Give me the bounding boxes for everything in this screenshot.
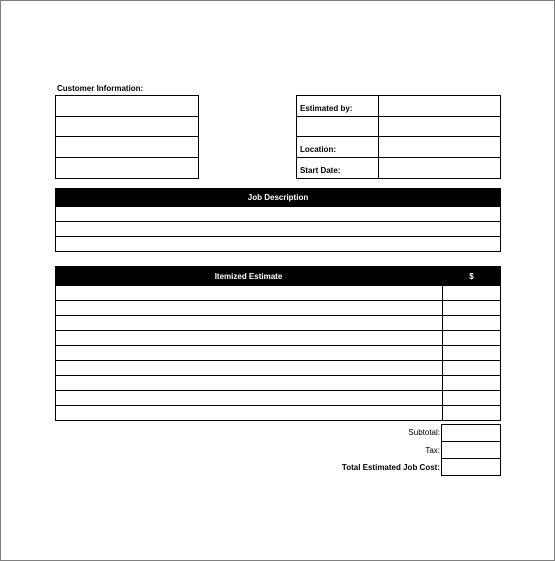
customer-information-label: Customer Information: [57, 84, 144, 93]
location-field[interactable] [379, 137, 501, 158]
totals-grid [441, 424, 501, 476]
subtotal-field[interactable] [442, 425, 501, 442]
subtotal-label: Subtotal: [408, 428, 440, 437]
location-label-cell [297, 137, 379, 158]
item-amount-2[interactable] [443, 301, 501, 316]
estimated-by-label: Estimated by: [300, 104, 353, 113]
start-date-field[interactable] [379, 158, 501, 179]
job-description-line-1[interactable] [56, 207, 501, 222]
item-description-4[interactable] [56, 331, 443, 346]
item-amount-5[interactable] [443, 346, 501, 361]
itemized-estimate-header [55, 266, 501, 286]
customer-field-2[interactable] [56, 117, 199, 137]
itemized-estimate-title: Itemized Estimate [214, 271, 283, 281]
total-estimated-job-cost-field[interactable] [442, 459, 501, 476]
start-date-label: Start Date: [300, 166, 341, 175]
job-description-line-2[interactable] [56, 222, 501, 237]
item-amount-3[interactable] [443, 316, 501, 331]
estimated-by-field[interactable] [379, 96, 501, 117]
start-date-label-cell [297, 158, 379, 179]
job-description-title: Job Description [247, 193, 309, 202]
item-amount-8[interactable] [443, 391, 501, 406]
tax-field[interactable] [442, 442, 501, 459]
item-amount-9[interactable] [443, 406, 501, 421]
item-amount-7[interactable] [443, 376, 501, 391]
job-description-grid [55, 206, 501, 252]
customer-information-grid [55, 95, 199, 179]
item-description-3[interactable] [56, 316, 443, 331]
item-description-6[interactable] [56, 361, 443, 376]
itemized-estimate-grid [55, 285, 501, 421]
location-label: Location: [300, 145, 336, 154]
job-description-line-3[interactable] [56, 237, 501, 252]
amount-column-header [442, 266, 501, 286]
estimate-info-blank-field[interactable] [379, 117, 501, 137]
estimated-by-label-cell [297, 96, 379, 117]
dollar-sign-label: $ [469, 271, 474, 281]
item-description-7[interactable] [56, 376, 443, 391]
item-amount-4[interactable] [443, 331, 501, 346]
job-description-header [55, 188, 501, 207]
estimate-info-grid [296, 95, 501, 179]
customer-field-1[interactable] [56, 96, 199, 117]
item-description-2[interactable] [56, 301, 443, 316]
item-description-5[interactable] [56, 346, 443, 361]
item-description-1[interactable] [56, 286, 443, 301]
customer-field-3[interactable] [56, 137, 199, 158]
item-amount-1[interactable] [443, 286, 501, 301]
estimate-info-blank-label-cell [297, 117, 379, 137]
total-estimated-job-cost-label: Total Estimated Job Cost: [341, 463, 440, 472]
itemized-estimate-title-cell [55, 266, 442, 286]
item-description-8[interactable] [56, 391, 443, 406]
customer-field-4[interactable] [56, 158, 199, 179]
item-description-9[interactable] [56, 406, 443, 421]
tax-label: Tax: [425, 446, 440, 455]
item-amount-6[interactable] [443, 361, 501, 376]
